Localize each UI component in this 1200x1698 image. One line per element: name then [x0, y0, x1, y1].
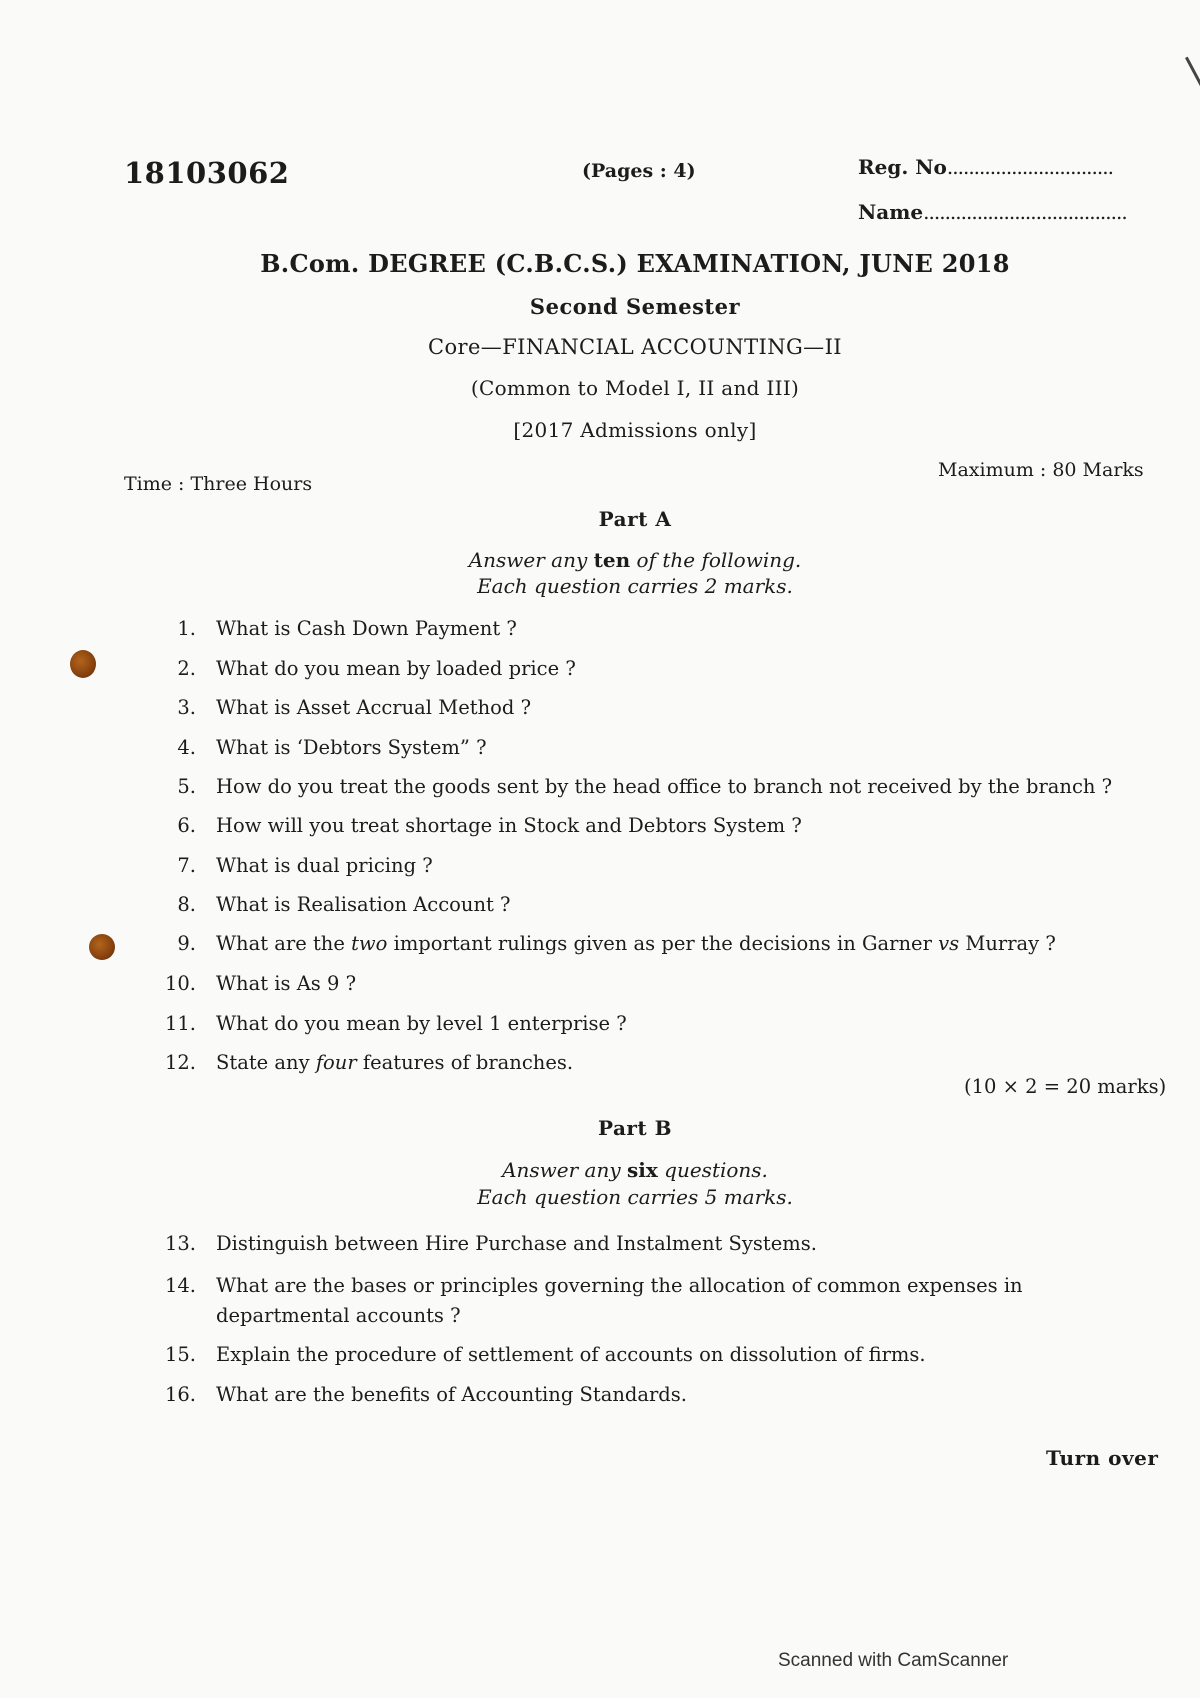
question-text: What are the benefits of Accounting Standards.	[216, 1383, 687, 1406]
part-b-title: Part B	[597, 1116, 673, 1140]
question-number: 15.	[164, 1343, 196, 1366]
part-b-instruction-2: Each question carries 5 marks.	[477, 1185, 793, 1209]
semester: Second Semester	[529, 294, 741, 319]
reg-no-dots: ...............................	[946, 155, 1113, 179]
part-a-instruction-1	[0, 548, 1200, 572]
question	[140, 1009, 1160, 1039]
turn-over: Turn over	[1046, 1446, 1159, 1470]
question	[140, 890, 1160, 920]
pen-mark	[1185, 57, 1200, 138]
question-text-part: Murray ?	[965, 932, 1056, 955]
ink-stain	[70, 650, 96, 678]
question	[140, 693, 1160, 723]
question-text: What is dual pricing ?	[216, 854, 433, 877]
name-field	[858, 200, 1127, 224]
question-number: 4.	[177, 736, 196, 759]
question-number: 10.	[164, 972, 196, 995]
question-number: 1.	[177, 617, 196, 640]
question-text: How will you treat shortage in Stock and Debtors System ?	[216, 814, 802, 837]
question-text: How do you treat the goods sent by the head office to branch not received by the branch ?	[216, 775, 1113, 798]
exam-title: B.Com. DEGREE (C.B.C.S.) EXAMINATION, JUNE 2018	[260, 249, 1010, 278]
question	[140, 851, 1160, 881]
question	[140, 1048, 1160, 1078]
question-number: 16.	[164, 1383, 196, 1406]
question-number: 2.	[177, 657, 196, 680]
question	[140, 1380, 1160, 1410]
question-text: Explain the procedure of settlement of accounts on dissolution of firms.	[216, 1343, 926, 1366]
instr-text: Answer any	[468, 548, 588, 572]
question-text: What do you mean by loaded price ?	[216, 657, 576, 680]
part-b-instruction-1	[0, 1158, 1200, 1182]
question-text: What is Realisation Account ?	[216, 893, 511, 916]
question-number: 12.	[164, 1051, 196, 1074]
question	[140, 1271, 1160, 1331]
instr-text: questions.	[664, 1158, 768, 1182]
question	[140, 969, 1160, 999]
question-text-emphasis: vs	[938, 932, 960, 955]
question-text: What are the bases or principles governing the allocation of common expenses in departmental accounts ?	[216, 1274, 1023, 1327]
question-text: What is ‘Debtors System” ?	[216, 736, 487, 759]
name-dots: ......................................	[923, 200, 1127, 224]
page-count: (Pages : 4)	[582, 160, 696, 182]
question-text-part: important rulings given as per the decisions in Garner	[393, 932, 932, 955]
question-text: What is Cash Down Payment ?	[216, 617, 517, 640]
instr-text: Answer any	[502, 1158, 621, 1182]
question-number: 14.	[164, 1274, 196, 1297]
maximum-marks: Maximum : 80 Marks	[938, 459, 1144, 481]
question-text: What do you mean by level 1 enterprise ?	[216, 1012, 627, 1035]
name-label: Name	[858, 200, 924, 224]
common-models: (Common to Model I, II and III)	[470, 376, 800, 400]
subject: Core—FINANCIAL ACCOUNTING—II	[428, 335, 842, 359]
part-a-instruction-2: Each question carries 2 marks.	[477, 574, 793, 598]
question	[140, 614, 1160, 644]
question-number: 7.	[177, 854, 196, 877]
question-number: 13.	[164, 1232, 196, 1255]
question	[140, 772, 1160, 802]
question-text	[216, 1048, 1156, 1078]
question-text: What is As 9 ?	[216, 972, 357, 995]
question-text: What is Asset Accrual Method ?	[216, 696, 532, 719]
question-text-part: State any	[216, 1051, 310, 1074]
question	[140, 811, 1160, 841]
question	[140, 654, 1160, 684]
question-number: 3.	[177, 696, 196, 719]
instr-text: of the following.	[636, 548, 802, 572]
question-text-part: What are the	[216, 932, 345, 955]
admissions: [2017 Admissions only]	[513, 418, 757, 442]
scanner-watermark: Scanned with CamScanner	[778, 1650, 1009, 1671]
question	[140, 1229, 1160, 1259]
question-text-emphasis: two	[351, 932, 388, 955]
question-number: 9.	[177, 932, 196, 955]
question	[140, 929, 1160, 959]
part-a-marks: (10 × 2 = 20 marks)	[964, 1075, 1167, 1098]
question-number: 8.	[177, 893, 196, 916]
paper-code: 18103062	[124, 156, 290, 190]
reg-no-label: Reg. No	[858, 155, 947, 179]
question-text: Distinguish between Hire Purchase and Instalment Systems.	[216, 1232, 818, 1255]
exam-time: Time : Three Hours	[124, 473, 313, 495]
question-number: 5.	[177, 775, 196, 798]
ink-stain	[89, 934, 115, 960]
question	[140, 733, 1160, 763]
question-text	[216, 929, 1156, 959]
question-number: 11.	[164, 1012, 196, 1035]
part-a-title: Part A	[598, 507, 672, 531]
question	[140, 1340, 1160, 1370]
instr-emphasis: ten	[593, 548, 631, 572]
question-text-emphasis: four	[315, 1051, 357, 1074]
instr-emphasis: six	[627, 1158, 658, 1182]
question-number: 6.	[177, 814, 196, 837]
reg-no-field	[858, 155, 1113, 179]
question-text-part: features of branches.	[362, 1051, 574, 1074]
